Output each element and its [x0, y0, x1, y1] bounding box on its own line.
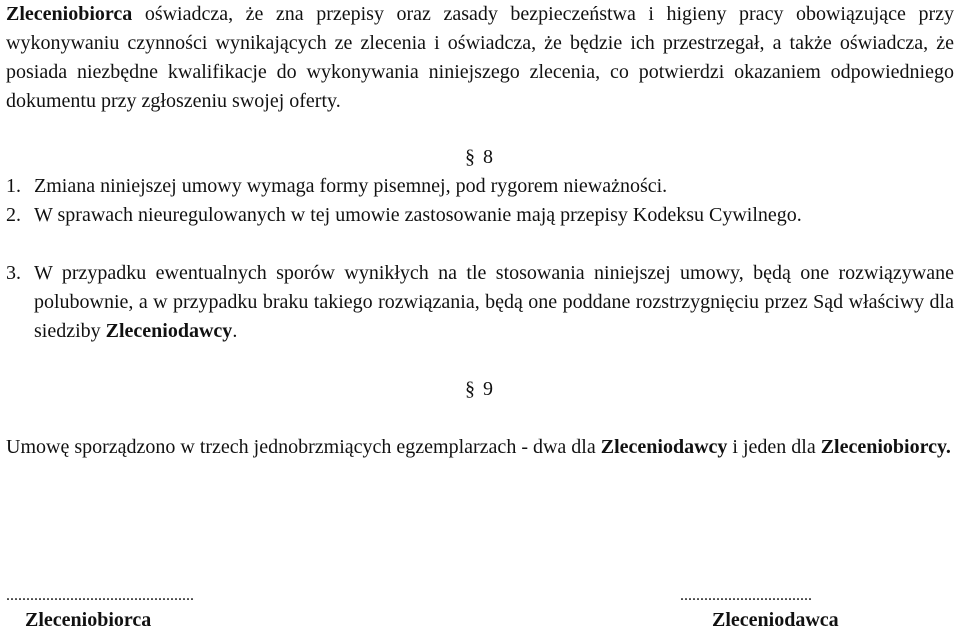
contractor-bold: Zleceniobiorcy. — [820, 436, 951, 458]
list-item-number: 1. — [6, 175, 21, 197]
contractor-bold: Zleceniobiorca — [6, 3, 133, 25]
list-item-text: W sprawach nieuregulowanych w tej umowie zastosowanie mają przepisy Kodeksu Cywilnego. — [34, 204, 802, 226]
paragraph-copies-text-b: i jeden dla — [727, 436, 821, 458]
section-sign: § — [465, 378, 475, 400]
paragraph-copies — [6, 433, 954, 462]
signature-label-client: Zleceniodawca — [712, 609, 839, 631]
list-item — [6, 201, 954, 230]
list-item-number: 2. — [6, 204, 21, 226]
client-bold: Zleceniodawcy — [600, 436, 728, 458]
paragraph-copies-text-a: Umowę sporządzono w trzech jednobrzmiących egzemplarzach - dwa dla — [6, 436, 601, 458]
paragraph-obligations — [6, 0, 954, 116]
section-8-heading — [465, 143, 545, 172]
list-item-text-with-bold — [6, 259, 954, 346]
section-sign: § — [465, 146, 475, 168]
client-bold: Zleceniodawcy — [105, 320, 233, 342]
list-item-number: 3. — [6, 262, 21, 284]
list-item — [6, 259, 954, 346]
signature-label-contractor: Zleceniobiorca — [25, 609, 152, 631]
signature-line-left: ............................................... — [6, 587, 194, 604]
list-item — [6, 172, 954, 201]
section-number: 8 — [483, 146, 493, 168]
signature-line-right: ................................. — [680, 587, 812, 604]
section-number: 9 — [483, 378, 493, 400]
paragraph-obligations-text: oświadcza, że zna przepisy oraz zasady bezpieczeństwa i higieny pracy obowiązujące przy wykonywaniu czynności wynikających ze zlecenia i oświadcza, że będzie ich przestrzegał, a także oświadcza, że posiada niezbędne kwalifikacje do wykonywania niniejszego zlecenia, co potwierdzi okazaniem odpowiedniego dokumentu przy zgłoszeniu swojej oferty. — [6, 3, 954, 112]
list-item-text: Zmiana niniejszej umowy wymaga formy pisemnej, pod rygorem nieważności. — [34, 175, 668, 197]
list-item-text: W przypadku ewentualnych sporów wynikłych na tle stosowania niniejszej umowy, będą one rozwiązywane polubownie, a w przypadku braku takiego rozwiązania, będą one poddane rozstrzygnięciu przez Sąd właściwy dla siedziby — [34, 262, 954, 342]
section-9-heading — [465, 375, 545, 404]
list-item-tail: . — [232, 320, 238, 342]
